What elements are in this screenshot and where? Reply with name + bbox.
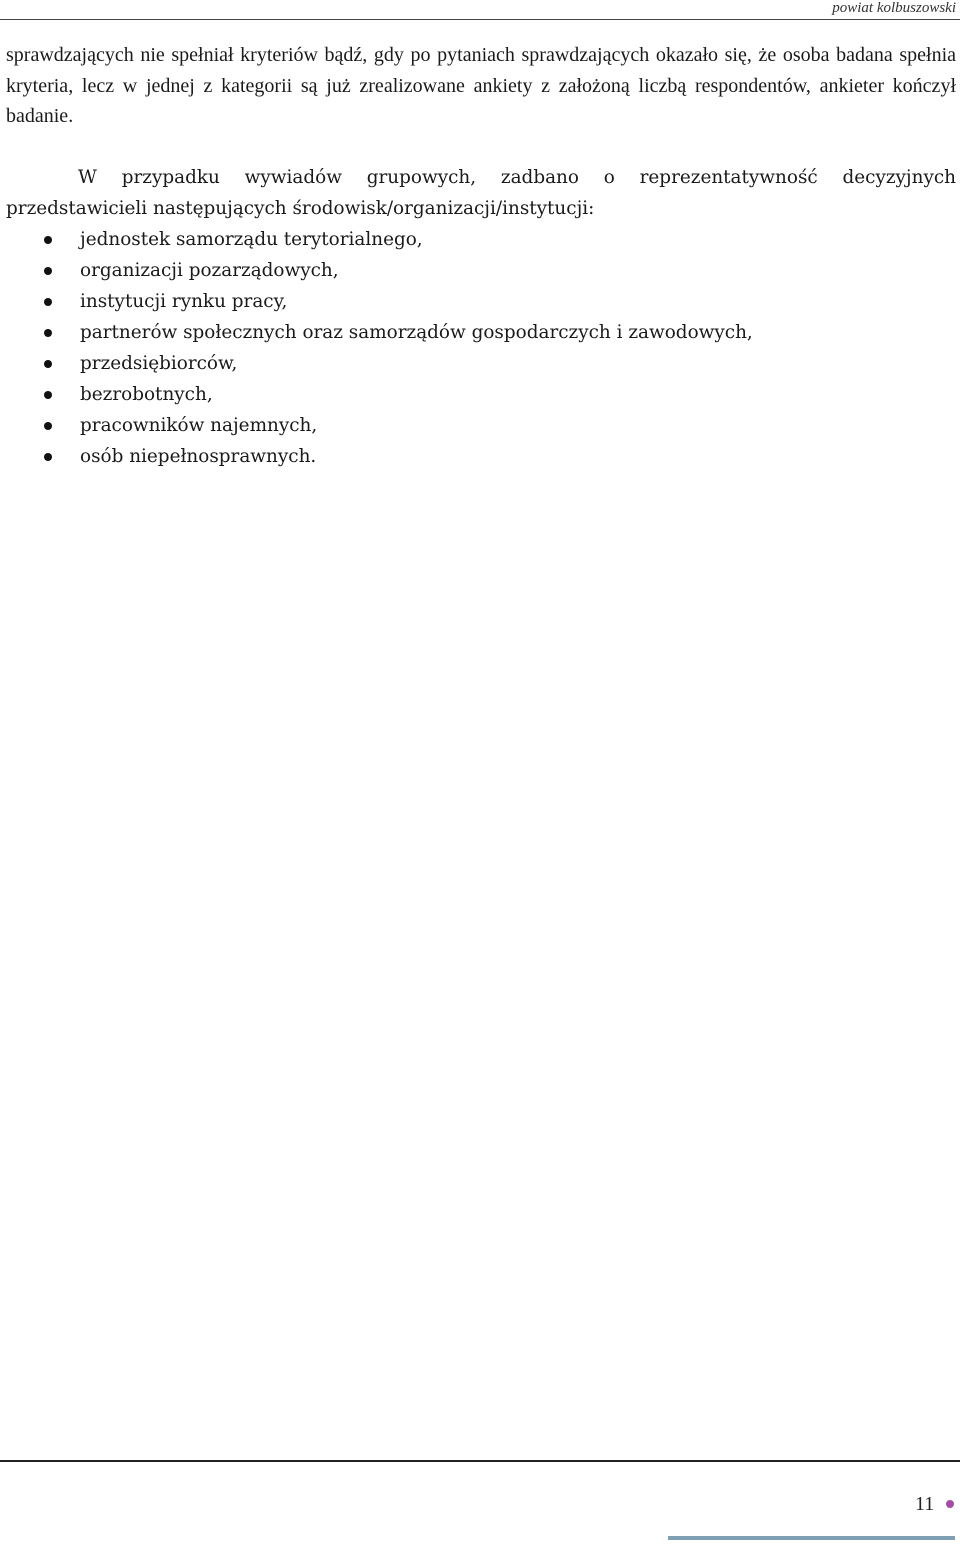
list-item [6,286,956,317]
list-item-text: instytucji rynku pracy, [80,290,288,312]
bullet-icon [44,267,52,275]
page-dot-icon [946,1500,954,1508]
list-item [6,255,956,286]
bullet-icon [44,360,52,368]
list-item-text: pracowników najemnych, [80,414,318,436]
bullet-icon [44,391,52,399]
list-item [6,224,956,255]
list-item-text: jednostek samorządu terytorialnego, [80,228,423,250]
footer-accent-bar [668,1536,955,1540]
paragraph-group-interviews: W przypadku wywiadów grupowych, zadbano o reprezentatywność decyzyjnych przedstawicieli następujących środowisk/organizacji/instytucji: [6,166,956,219]
bullet-icon [44,298,52,306]
list-item-text: przedsiębiorców, [80,352,238,374]
list-item [6,441,956,472]
list-item-text: bezrobotnych, [80,383,213,405]
header-divider [0,19,960,20]
bullet-icon [44,236,52,244]
list-item-text: partnerów społecznych oraz samorządów gospodarczych i zawodowych, [80,321,753,343]
bullet-icon [44,329,52,337]
list-item [6,317,956,348]
bullet-icon [44,422,52,430]
list-item [6,379,956,410]
footer-divider [0,1460,960,1462]
page-body [6,40,956,472]
paragraph-continuation: sprawdzających nie spełniał kryteriów bądź, gdy po pytaniach sprawdzających okazało się, że osoba badana spełnia kryteria, lecz w jednej z kategorii są już zrealizowane ankiety z założoną liczbą respondentów, ankieter kończył badanie. [6,44,956,127]
list-item [6,410,956,441]
page-number: 11 [915,1493,935,1515]
list-item-text: osób niepełnosprawnych. [80,445,317,467]
list-item [6,348,956,379]
bullet-icon [44,453,52,461]
running-header: powiat kolbuszowski [832,0,956,16]
list-item-text: organizacji pozarządowych, [80,259,339,281]
stakeholder-list [6,224,956,472]
